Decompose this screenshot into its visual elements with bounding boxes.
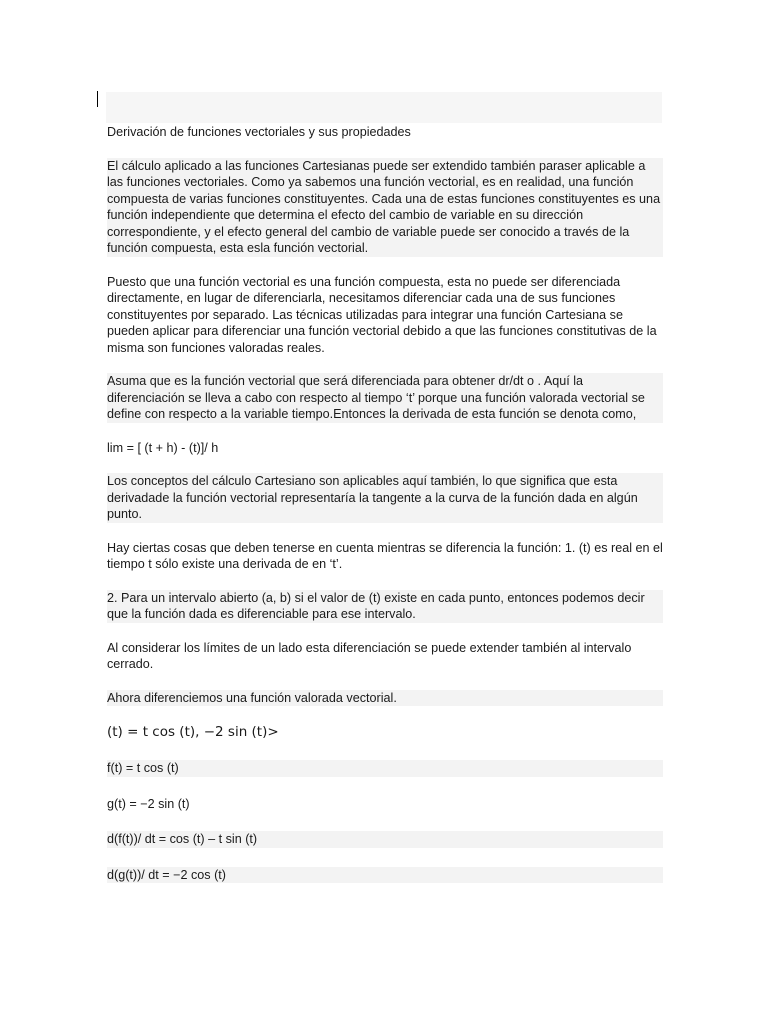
paragraph-7: 2. Para un intervalo abierto (a, b) si el valor de (t) existe en cada punto, entonces podemos decir que la función dada es diferenciable para ese intervalo. [107, 590, 663, 623]
paragraph-8: Al considerar los límites de un lado esta diferenciación se puede extender también al intervalo cerrado. [107, 640, 632, 671]
equation-df: d(f(t))/ dt = cos (t) – t sin (t) [107, 831, 663, 848]
paragraph-2: Puesto que una función vectorial es una función compuesta, esta no puede ser diferenciada directamente, en lugar de diferenciarla, necesitamos diferenciar cada una de sus funciones constituyentes por separado. Las técnicas utilizadas para integrar una función Cartesiana se pueden aplicar para diferenciar una función vectorial debido a que las funciones constitutivas de la misma son funciones valoradas reales. [107, 274, 657, 355]
paragraph-1: El cálculo aplicado a las funciones Cartesianas puede ser extendido también paraser aplicable a las funciones vectoriales. Como ya sabemos una función vectorial, es en realidad, una función compuesta de varias funciones constituyentes. Cada una de estas funciones constituyentes es una función independiente que determina el efecto del cambio de variable en su dirección correspondiente, y el efecto general del cambio de variable puede ser conocido a través de la función compuesta, esta esla función vectorial. [107, 158, 663, 257]
equation-g: g(t) = −2 sin (t) [107, 796, 190, 811]
vector-function-equation: (t) = t cos (t), −2 sin (t)> [107, 724, 279, 740]
text-cursor [97, 91, 98, 107]
header-bar [106, 92, 662, 123]
limit-formula: lim = [ (t + h) - (t)]/ h [107, 440, 219, 455]
paragraph-9: Ahora diferenciemos una función valorada vectorial. [107, 690, 663, 707]
document-body [107, 124, 663, 883]
equation-f: f(t) = t cos (t) [107, 760, 663, 777]
equation-dg: d(g(t))/ dt = −2 cos (t) [107, 867, 663, 884]
document-title: Derivación de funciones vectoriales y sus propiedades [107, 125, 411, 139]
paragraph-6: Hay ciertas cosas que deben tenerse en cuenta mientras se diferencia la función: 1. (t) es real en el tiempo t sólo existe una derivada de en ‘t’. [107, 540, 663, 571]
paragraph-3: Asuma que es la función vectorial que será diferenciada para obtener dr/dt o . Aquí la diferenciación se lleva a cabo con respecto al tiempo ‘t’ porque una función valorada vectorial se define con respecto a la variable tiempo.Entonces la derivada de esta función se denota como, [107, 373, 663, 423]
paragraph-5: Los conceptos del cálculo Cartesiano son aplicables aquí también, lo que significa que esta derivadade la función vectorial representaría la tangente a la curva de la función dada en algún punto. [107, 473, 663, 523]
